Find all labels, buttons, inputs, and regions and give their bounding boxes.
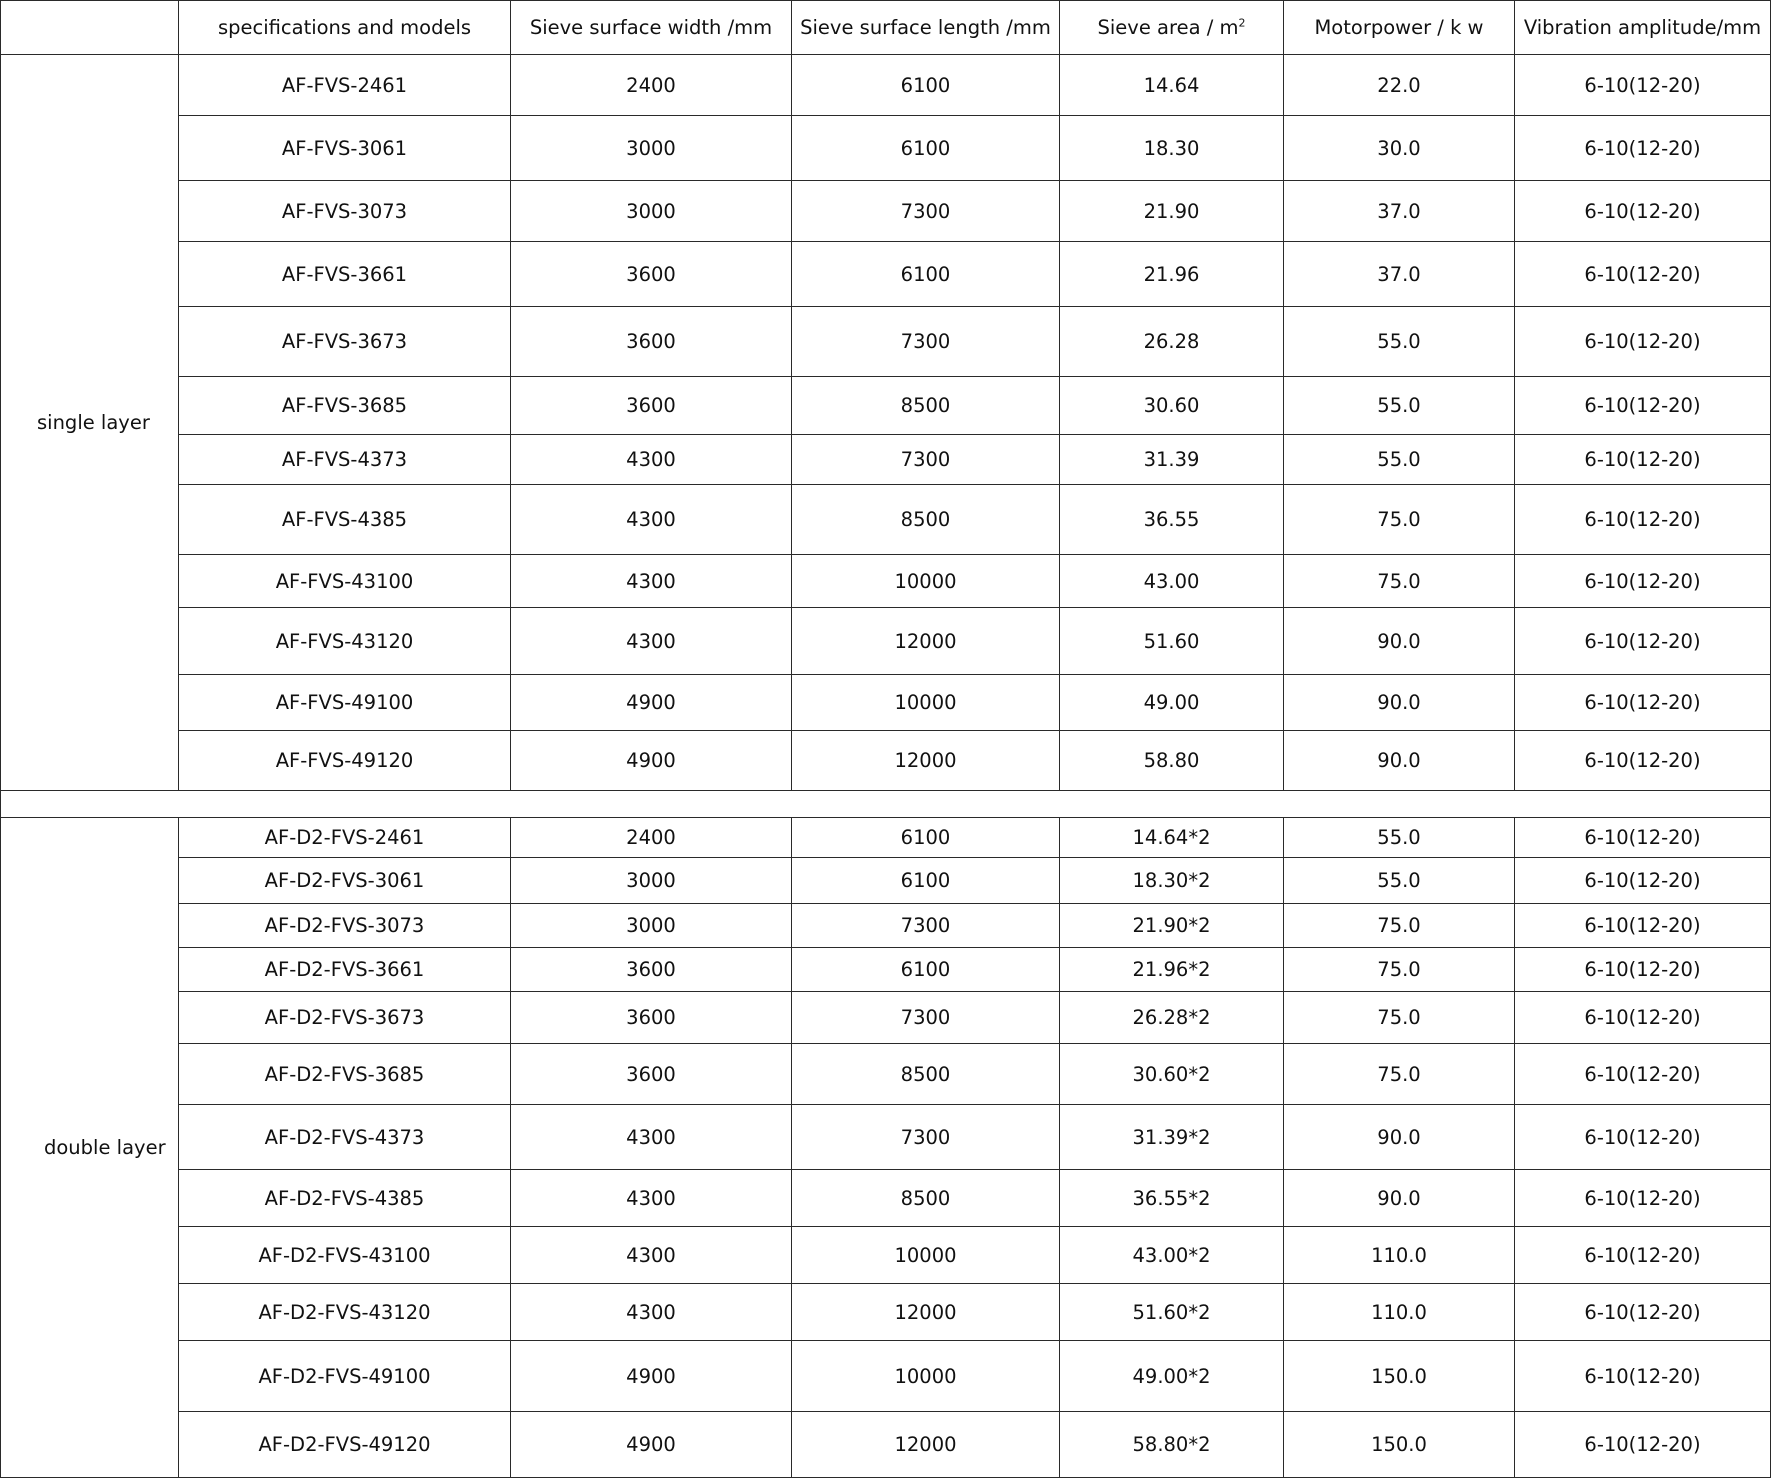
cell-area: 58.80 (1060, 731, 1284, 791)
table-row (1, 948, 1771, 992)
cell-model: AF-FVS-2461 (179, 55, 511, 116)
cell-area: 21.90*2 (1060, 904, 1284, 948)
cell-model: AF-D2-FVS-3661 (179, 948, 511, 992)
cell-model: AF-FVS-43100 (179, 555, 511, 608)
cell-amplitude: 6-10(12-20) (1515, 1170, 1771, 1227)
cell-length: 6100 (792, 242, 1060, 307)
cell-power: 110.0 (1284, 1227, 1515, 1284)
cell-power: 75.0 (1284, 1044, 1515, 1105)
cell-area: 21.90 (1060, 181, 1284, 242)
cell-width: 4900 (511, 731, 792, 791)
cell-model: AF-D2-FVS-43100 (179, 1227, 511, 1284)
cell-amplitude: 6-10(12-20) (1515, 858, 1771, 904)
cell-model: AF-D2-FVS-3061 (179, 858, 511, 904)
cell-model: AF-D2-FVS-49100 (179, 1341, 511, 1412)
cell-width: 4300 (511, 555, 792, 608)
cell-amplitude: 6-10(12-20) (1515, 435, 1771, 485)
cell-model: AF-D2-FVS-3073 (179, 904, 511, 948)
cell-area: 18.30 (1060, 116, 1284, 181)
cell-area: 30.60 (1060, 377, 1284, 435)
header-width: Sieve surface width /mm (511, 1, 792, 55)
cell-power: 55.0 (1284, 377, 1515, 435)
header-area (1060, 1, 1284, 55)
group-label: double layer (1, 818, 179, 1478)
cell-amplitude: 6-10(12-20) (1515, 1105, 1771, 1170)
cell-length: 12000 (792, 1412, 1060, 1478)
cell-area: 26.28 (1060, 307, 1284, 377)
cell-amplitude: 6-10(12-20) (1515, 485, 1771, 555)
double-layer-body (1, 818, 1771, 1478)
cell-length: 12000 (792, 1284, 1060, 1341)
cell-length: 7300 (792, 1105, 1060, 1170)
cell-length: 8500 (792, 377, 1060, 435)
header-area-sup: 2 (1238, 16, 1246, 30)
cell-width: 4900 (511, 1412, 792, 1478)
single-layer-body (1, 55, 1771, 791)
cell-power: 55.0 (1284, 858, 1515, 904)
table-row (1, 608, 1771, 675)
cell-width: 4300 (511, 435, 792, 485)
cell-amplitude: 6-10(12-20) (1515, 555, 1771, 608)
cell-area: 51.60*2 (1060, 1284, 1284, 1341)
cell-power: 55.0 (1284, 307, 1515, 377)
cell-width: 3000 (511, 181, 792, 242)
cell-power: 75.0 (1284, 992, 1515, 1044)
cell-length: 6100 (792, 948, 1060, 992)
table-row (1, 818, 1771, 858)
table-row (1, 1170, 1771, 1227)
cell-power: 90.0 (1284, 731, 1515, 791)
cell-length: 10000 (792, 1227, 1060, 1284)
cell-width: 3600 (511, 992, 792, 1044)
cell-area: 43.00 (1060, 555, 1284, 608)
cell-width: 4300 (511, 608, 792, 675)
cell-area: 21.96*2 (1060, 948, 1284, 992)
cell-power: 75.0 (1284, 555, 1515, 608)
cell-length: 7300 (792, 435, 1060, 485)
cell-area: 49.00 (1060, 675, 1284, 731)
cell-length: 7300 (792, 904, 1060, 948)
cell-amplitude: 6-10(12-20) (1515, 181, 1771, 242)
cell-amplitude: 6-10(12-20) (1515, 116, 1771, 181)
cell-width: 3000 (511, 904, 792, 948)
cell-power: 90.0 (1284, 608, 1515, 675)
cell-area: 31.39 (1060, 435, 1284, 485)
cell-width: 3000 (511, 858, 792, 904)
cell-length: 7300 (792, 181, 1060, 242)
cell-model: AF-D2-FVS-49120 (179, 1412, 511, 1478)
cell-width: 4900 (511, 675, 792, 731)
header-amplitude: Vibration amplitude/mm (1515, 1, 1771, 55)
cell-amplitude: 6-10(12-20) (1515, 904, 1771, 948)
cell-area: 18.30*2 (1060, 858, 1284, 904)
cell-model: AF-FVS-49100 (179, 675, 511, 731)
cell-amplitude: 6-10(12-20) (1515, 608, 1771, 675)
cell-width: 3000 (511, 116, 792, 181)
cell-model: AF-FVS-3673 (179, 307, 511, 377)
cell-length: 6100 (792, 858, 1060, 904)
table-row (1, 731, 1771, 791)
cell-width: 3600 (511, 307, 792, 377)
cell-width: 4900 (511, 1341, 792, 1412)
cell-amplitude: 6-10(12-20) (1515, 948, 1771, 992)
cell-area: 14.64*2 (1060, 818, 1284, 858)
cell-power: 150.0 (1284, 1412, 1515, 1478)
cell-length: 8500 (792, 1170, 1060, 1227)
cell-model: AF-FVS-43120 (179, 608, 511, 675)
cell-area: 51.60 (1060, 608, 1284, 675)
cell-amplitude: 6-10(12-20) (1515, 1341, 1771, 1412)
cell-model: AF-FVS-3061 (179, 116, 511, 181)
table-row (1, 904, 1771, 948)
cell-model: AF-FVS-3685 (179, 377, 511, 435)
cell-power: 90.0 (1284, 1105, 1515, 1170)
cell-amplitude: 6-10(12-20) (1515, 992, 1771, 1044)
cell-model: AF-FVS-4373 (179, 435, 511, 485)
cell-power: 37.0 (1284, 181, 1515, 242)
cell-length: 10000 (792, 555, 1060, 608)
cell-width: 2400 (511, 818, 792, 858)
cell-length: 10000 (792, 675, 1060, 731)
table-row (1, 1105, 1771, 1170)
cell-power: 55.0 (1284, 818, 1515, 858)
cell-area: 58.80*2 (1060, 1412, 1284, 1478)
cell-model: AF-D2-FVS-3673 (179, 992, 511, 1044)
cell-width: 4300 (511, 1284, 792, 1341)
cell-amplitude: 6-10(12-20) (1515, 1044, 1771, 1105)
table-row (1, 1227, 1771, 1284)
cell-amplitude: 6-10(12-20) (1515, 55, 1771, 116)
cell-area: 30.60*2 (1060, 1044, 1284, 1105)
cell-amplitude: 6-10(12-20) (1515, 377, 1771, 435)
cell-area: 14.64 (1060, 55, 1284, 116)
cell-amplitude: 6-10(12-20) (1515, 307, 1771, 377)
table-row (1, 55, 1771, 116)
cell-power: 90.0 (1284, 1170, 1515, 1227)
table-row (1, 435, 1771, 485)
cell-length: 8500 (792, 485, 1060, 555)
cell-model: AF-D2-FVS-43120 (179, 1284, 511, 1341)
header-length: Sieve surface length /mm (792, 1, 1060, 55)
header-power: Motorpower / k w (1284, 1, 1515, 55)
cell-amplitude: 6-10(12-20) (1515, 1227, 1771, 1284)
cell-power: 55.0 (1284, 435, 1515, 485)
table-row (1, 1412, 1771, 1478)
group-label: single layer (1, 55, 179, 791)
table-row (1, 675, 1771, 731)
cell-length: 7300 (792, 992, 1060, 1044)
table-row (1, 1284, 1771, 1341)
cell-area: 36.55 (1060, 485, 1284, 555)
cell-power: 30.0 (1284, 116, 1515, 181)
cell-model: AF-D2-FVS-4385 (179, 1170, 511, 1227)
cell-model: AF-D2-FVS-3685 (179, 1044, 511, 1105)
cell-model: AF-D2-FVS-4373 (179, 1105, 511, 1170)
spacer-cell (1, 791, 1771, 818)
cell-width: 3600 (511, 948, 792, 992)
table-row (1, 307, 1771, 377)
table-row (1, 377, 1771, 435)
cell-amplitude: 6-10(12-20) (1515, 675, 1771, 731)
header-group (1, 1, 179, 55)
cell-length: 12000 (792, 608, 1060, 675)
cell-area: 49.00*2 (1060, 1341, 1284, 1412)
cell-length: 7300 (792, 307, 1060, 377)
cell-power: 75.0 (1284, 948, 1515, 992)
header-model: specifications and models (179, 1, 511, 55)
cell-width: 3600 (511, 242, 792, 307)
cell-power: 22.0 (1284, 55, 1515, 116)
cell-area: 36.55*2 (1060, 1170, 1284, 1227)
cell-length: 6100 (792, 818, 1060, 858)
cell-power: 90.0 (1284, 675, 1515, 731)
cell-width: 2400 (511, 55, 792, 116)
cell-length: 6100 (792, 55, 1060, 116)
cell-length: 12000 (792, 731, 1060, 791)
cell-power: 110.0 (1284, 1284, 1515, 1341)
cell-model: AF-FVS-4385 (179, 485, 511, 555)
cell-model: AF-FVS-3661 (179, 242, 511, 307)
cell-model: AF-FVS-3073 (179, 181, 511, 242)
cell-power: 75.0 (1284, 485, 1515, 555)
cell-width: 3600 (511, 1044, 792, 1105)
cell-amplitude: 6-10(12-20) (1515, 1284, 1771, 1341)
cell-model: AF-D2-FVS-2461 (179, 818, 511, 858)
cell-width: 4300 (511, 1227, 792, 1284)
cell-power: 37.0 (1284, 242, 1515, 307)
cell-amplitude: 6-10(12-20) (1515, 818, 1771, 858)
cell-length: 8500 (792, 1044, 1060, 1105)
table-row (1, 181, 1771, 242)
table-row (1, 485, 1771, 555)
header-row (1, 1, 1771, 55)
table-row (1, 242, 1771, 307)
table-row (1, 1341, 1771, 1412)
table-row (1, 1044, 1771, 1105)
table-row (1, 116, 1771, 181)
cell-width: 4300 (511, 1170, 792, 1227)
cell-area: 21.96 (1060, 242, 1284, 307)
header-area-label: Sieve area / m (1097, 16, 1239, 39)
cell-amplitude: 6-10(12-20) (1515, 731, 1771, 791)
cell-amplitude: 6-10(12-20) (1515, 242, 1771, 307)
cell-length: 6100 (792, 116, 1060, 181)
cell-width: 3600 (511, 377, 792, 435)
cell-power: 75.0 (1284, 904, 1515, 948)
cell-length: 10000 (792, 1341, 1060, 1412)
cell-area: 26.28*2 (1060, 992, 1284, 1044)
spacer-row (1, 791, 1771, 818)
table-row (1, 555, 1771, 608)
cell-model: AF-FVS-49120 (179, 731, 511, 791)
spacer-body (1, 791, 1771, 818)
cell-width: 4300 (511, 1105, 792, 1170)
cell-amplitude: 6-10(12-20) (1515, 1412, 1771, 1478)
cell-area: 31.39*2 (1060, 1105, 1284, 1170)
cell-width: 4300 (511, 485, 792, 555)
table-row (1, 992, 1771, 1044)
cell-power: 150.0 (1284, 1341, 1515, 1412)
table-row (1, 858, 1771, 904)
cell-area: 43.00*2 (1060, 1227, 1284, 1284)
